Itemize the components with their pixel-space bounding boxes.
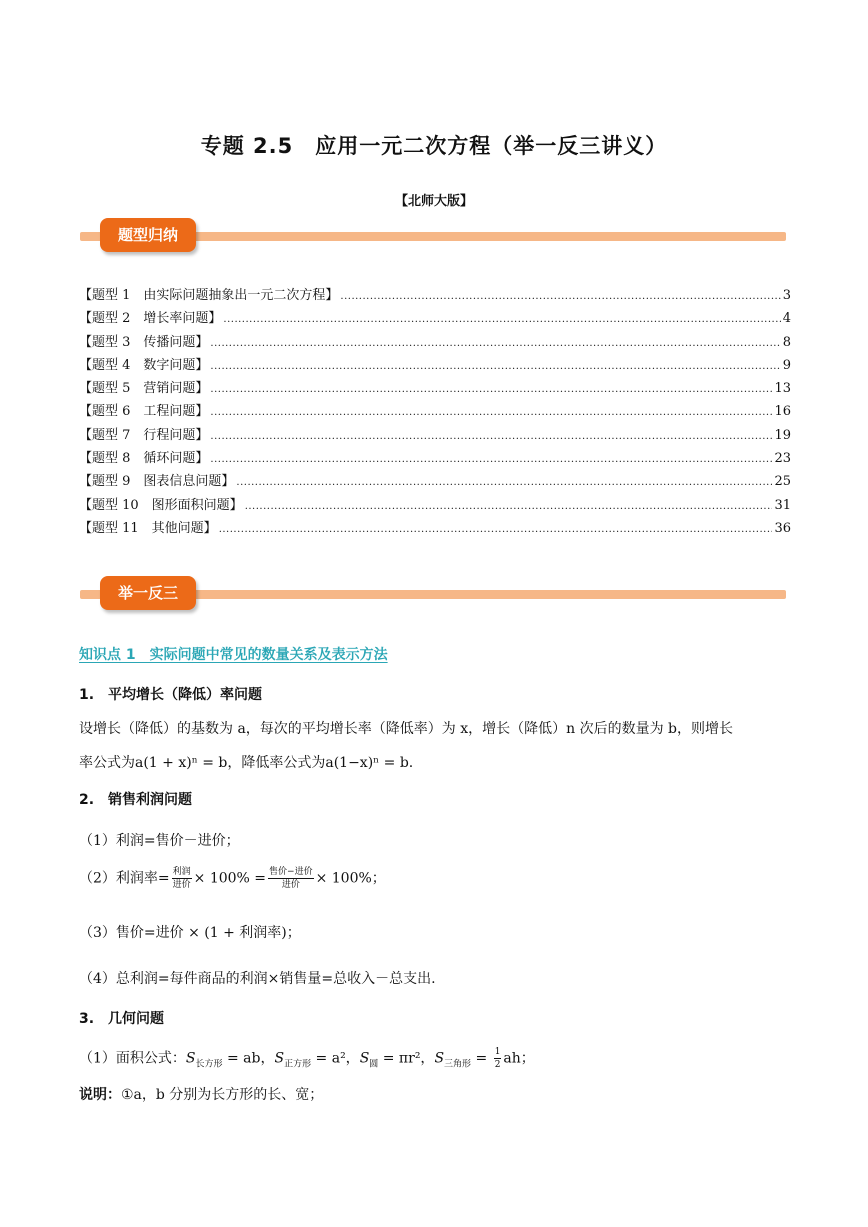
selling-price-item: （3）售价=进价 × (1 + 利润率)； bbox=[79, 925, 301, 941]
toc-entry[interactable] bbox=[79, 377, 791, 400]
toc-entry[interactable] bbox=[79, 470, 791, 493]
toc-page-number: 16 bbox=[774, 404, 791, 420]
fraction bbox=[268, 866, 314, 891]
toc-page-number: 19 bbox=[774, 427, 791, 443]
area-formula-item bbox=[79, 1046, 535, 1071]
area-symbol: S bbox=[434, 1050, 445, 1067]
fraction-numerator: 1 bbox=[494, 1047, 501, 1057]
toc-entry-label: 【题型 2 增长率问题】 bbox=[79, 311, 222, 327]
page-title: 专题 2.5 应用一元二次方程（举一反三讲义） bbox=[200, 134, 668, 158]
toc-leader-dots bbox=[210, 384, 772, 395]
formula-part: = bbox=[471, 1050, 492, 1067]
toc-entry[interactable] bbox=[79, 354, 791, 377]
note-line bbox=[79, 1084, 323, 1104]
toc-entry-label: 【题型 8 循环问题】 bbox=[79, 451, 209, 467]
toc-page-number: 31 bbox=[774, 497, 791, 513]
fraction-denominator: 2 bbox=[494, 1060, 501, 1070]
fraction bbox=[494, 1046, 502, 1071]
toc-leader-dots bbox=[223, 314, 780, 325]
toc-leader-dots bbox=[210, 407, 772, 418]
formula-line: 率公式为a(1 + x)ⁿ = b，降低率公式为a(1−x)ⁿ = b. bbox=[79, 755, 414, 771]
fraction-denominator: 进价 bbox=[172, 880, 191, 890]
toc-entry-label: 【题型 4 数字问题】 bbox=[79, 357, 209, 373]
toc-leader-dots bbox=[210, 454, 772, 465]
subscript: 三角形 bbox=[444, 1059, 472, 1070]
formula-suffix: × 100%； bbox=[315, 870, 386, 887]
edition-label: 【北师大版】 bbox=[394, 194, 473, 209]
toc-page-number: 36 bbox=[774, 520, 791, 536]
toc-leader-dots bbox=[340, 291, 780, 302]
fraction-numerator: 利润 bbox=[172, 867, 191, 877]
toc-entry-label: 【题型 7 行程问题】 bbox=[79, 427, 209, 443]
subscript: 正方形 bbox=[284, 1059, 312, 1070]
area-symbol: S bbox=[274, 1050, 285, 1067]
profit-rate-item bbox=[79, 866, 386, 891]
toc-page-number: 4 bbox=[782, 311, 791, 327]
toc-entry[interactable] bbox=[79, 517, 791, 540]
toc-entry[interactable] bbox=[79, 331, 791, 354]
item-prefix: （1）面积公式： bbox=[79, 1050, 186, 1067]
area-symbol: S bbox=[185, 1050, 196, 1067]
section-heading: 2. 销售利润问题 bbox=[79, 792, 193, 808]
section-heading: 3. 几何问题 bbox=[79, 1011, 165, 1027]
section-heading: 1. 平均增长（降低）率问题 bbox=[79, 687, 263, 703]
toc-page-number: 23 bbox=[774, 451, 791, 467]
toc-entry[interactable] bbox=[79, 400, 791, 423]
formula-part: = ab， bbox=[222, 1050, 275, 1067]
toc-entry[interactable] bbox=[79, 424, 791, 447]
knowledge-point-heading: 知识点 1 实际问题中常见的数量关系及表示方法 bbox=[79, 647, 388, 663]
toc-leader-dots bbox=[210, 431, 772, 442]
note-label: 说明： bbox=[79, 1087, 121, 1103]
area-symbol: S bbox=[359, 1050, 370, 1067]
toc-page-number: 13 bbox=[774, 381, 791, 397]
subscript: 长方形 bbox=[195, 1059, 223, 1070]
subscript: 圆 bbox=[369, 1059, 379, 1070]
toc-entry-label: 【题型 11 其他问题】 bbox=[79, 520, 217, 536]
toc-entry-label: 【题型 3 传播问题】 bbox=[79, 334, 209, 350]
toc-entry[interactable] bbox=[79, 284, 791, 307]
toc-entry-label: 【题型 10 图形面积问题】 bbox=[79, 497, 243, 513]
toc-page-number: 9 bbox=[782, 357, 791, 373]
table-of-contents bbox=[79, 284, 791, 540]
note-text: ①a，b 分别为长方形的长、宽； bbox=[121, 1087, 324, 1103]
toc-entry-label: 【题型 5 营销问题】 bbox=[79, 381, 209, 397]
fraction bbox=[172, 866, 192, 891]
toc-entry[interactable] bbox=[79, 494, 791, 517]
toc-leader-dots bbox=[210, 361, 780, 372]
toc-leader-dots bbox=[219, 524, 773, 535]
section-banner-examples bbox=[80, 576, 786, 616]
toc-leader-dots bbox=[210, 338, 780, 349]
toc-entry[interactable] bbox=[79, 307, 791, 330]
banner-label: 题型归纳 bbox=[100, 218, 196, 252]
total-profit-item: （4）总利润=每件商品的利润×销售量=总收入－总支出. bbox=[79, 971, 436, 987]
toc-page-number: 3 bbox=[782, 288, 791, 303]
toc-page-number: 25 bbox=[774, 474, 791, 490]
paragraph-line: 设增长（降低）的基数为 a，每次的平均增长率（降低率）为 x，增长（降低）n 次后的数量为 b，则增长 bbox=[79, 721, 734, 737]
toc-page-number: 8 bbox=[782, 334, 791, 350]
formula-part: = πr²， bbox=[378, 1050, 435, 1067]
toc-entry-label: 【题型 6 工程问题】 bbox=[79, 404, 209, 420]
profit-item: （1）利润=售价－进价； bbox=[79, 833, 240, 849]
fraction-denominator: 进价 bbox=[281, 880, 300, 890]
toc-entry-label: 【题型 1 由实际问题抽象出一元二次方程】 bbox=[79, 288, 339, 303]
toc-leader-dots bbox=[236, 477, 772, 488]
formula-middle: × 100% = bbox=[193, 870, 267, 887]
section-banner-question-types bbox=[80, 218, 786, 258]
banner-label: 举一反三 bbox=[100, 576, 196, 610]
toc-leader-dots bbox=[245, 501, 773, 512]
toc-entry[interactable] bbox=[79, 447, 791, 470]
toc-entry-label: 【题型 9 图表信息问题】 bbox=[79, 474, 235, 490]
fraction-numerator: 售价−进价 bbox=[269, 867, 313, 877]
item-prefix: （2）利润率= bbox=[79, 870, 170, 887]
formula-part: = a²， bbox=[311, 1050, 360, 1067]
formula-part: ah； bbox=[503, 1050, 535, 1067]
